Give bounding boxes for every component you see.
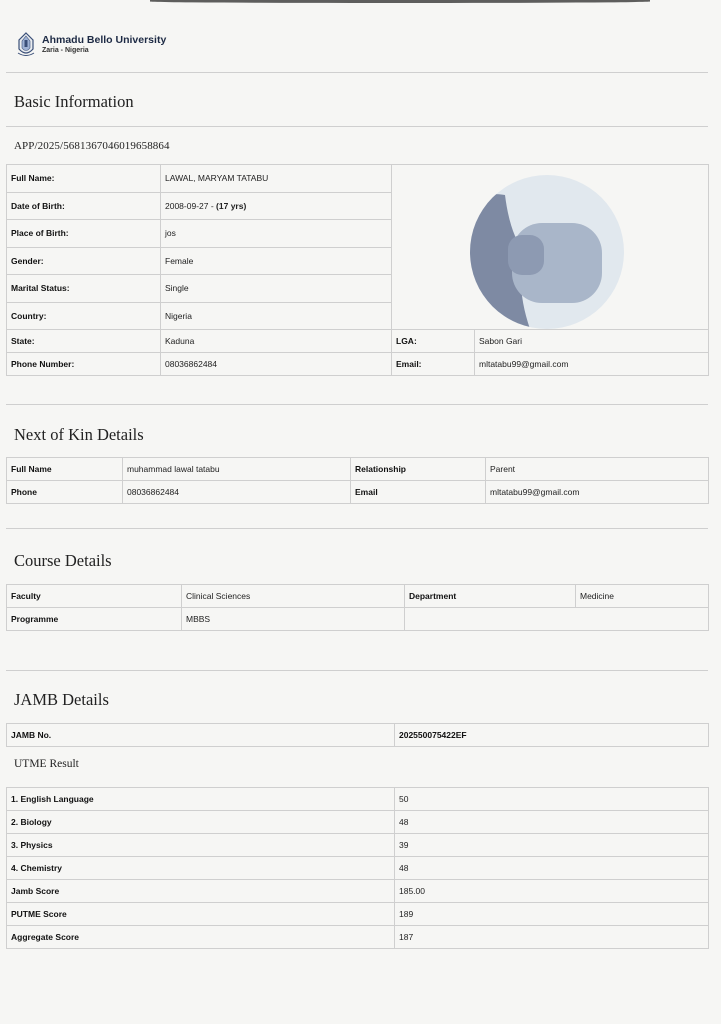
table-row bbox=[7, 788, 709, 811]
aggregate-score-label: Aggregate Score bbox=[7, 926, 395, 949]
divider bbox=[6, 670, 708, 671]
aggregate-score-value: 187 bbox=[395, 926, 709, 949]
subject-label: 1. English Language bbox=[7, 788, 395, 811]
gender-label: Gender: bbox=[7, 247, 161, 275]
table-row bbox=[7, 585, 709, 608]
country-value: Nigeria bbox=[161, 302, 392, 330]
marital-status-value: Single bbox=[161, 275, 392, 303]
table-row bbox=[7, 353, 709, 376]
basic-info-table bbox=[6, 164, 709, 376]
table-row bbox=[7, 724, 709, 747]
table-row bbox=[7, 330, 709, 353]
table-row bbox=[7, 834, 709, 857]
state-label: State: bbox=[7, 330, 161, 353]
lga-label: LGA: bbox=[392, 330, 475, 353]
course-heading: Course Details bbox=[14, 551, 112, 570]
table-row bbox=[7, 857, 709, 880]
country-label: Country: bbox=[7, 302, 161, 330]
kin-email-label: Email bbox=[351, 481, 486, 504]
kin-full-name-value: muhammad lawal tatabu bbox=[123, 458, 351, 481]
putme-score-label: PUTME Score bbox=[7, 903, 395, 926]
dob-label: Date of Birth: bbox=[7, 192, 161, 220]
lga-value: Sabon Gari bbox=[475, 330, 709, 353]
jamb-heading: JAMB Details bbox=[14, 690, 109, 709]
kin-email-value: mltatabu99@gmail.com bbox=[486, 481, 709, 504]
kin-full-name-label: Full Name bbox=[7, 458, 123, 481]
place-of-birth-label: Place of Birth: bbox=[7, 220, 161, 248]
putme-score-value: 189 bbox=[395, 903, 709, 926]
kin-relationship-label: Relationship bbox=[351, 458, 486, 481]
application-id: APP/2025/5681367046019658864 bbox=[14, 140, 170, 152]
jamb-score-label: Jamb Score bbox=[7, 880, 395, 903]
divider bbox=[6, 528, 708, 529]
state-value: Kaduna bbox=[161, 330, 392, 353]
subject-score: 48 bbox=[395, 857, 709, 880]
table-row bbox=[7, 458, 709, 481]
jamb-no-value: 202550075422EF bbox=[395, 724, 709, 747]
kin-phone-value: 08036862484 bbox=[123, 481, 351, 504]
jamb-number-table bbox=[6, 723, 709, 747]
subject-label: 4. Chemistry bbox=[7, 857, 395, 880]
table-row bbox=[7, 903, 709, 926]
table-row bbox=[7, 926, 709, 949]
kin-relationship-value: Parent bbox=[486, 458, 709, 481]
phone-value: 08036862484 bbox=[161, 353, 392, 376]
phone-label: Phone Number: bbox=[7, 353, 161, 376]
jamb-no-label: JAMB No. bbox=[7, 724, 395, 747]
email-value: mltatabu99@gmail.com bbox=[475, 353, 709, 376]
next-of-kin-heading: Next of Kin Details bbox=[14, 425, 144, 444]
faculty-value: Clinical Sciences bbox=[182, 585, 405, 608]
table-row bbox=[7, 481, 709, 504]
table-row bbox=[7, 165, 709, 193]
full-name-label: Full Name: bbox=[7, 165, 161, 193]
table-row bbox=[7, 811, 709, 834]
department-value: Medicine bbox=[576, 585, 709, 608]
divider bbox=[6, 404, 708, 405]
faculty-label: Faculty bbox=[7, 585, 182, 608]
empty-cell bbox=[405, 608, 709, 631]
subject-label: 2. Biology bbox=[7, 811, 395, 834]
scan-edge bbox=[150, 0, 650, 3]
subject-score: 48 bbox=[395, 811, 709, 834]
university-location: Zaria - Nigeria bbox=[42, 47, 89, 54]
jamb-score-value: 185.00 bbox=[395, 880, 709, 903]
place-of-birth-value: jos bbox=[161, 220, 392, 248]
programme-value: MBBS bbox=[182, 608, 405, 631]
department-label: Department bbox=[405, 585, 576, 608]
utme-results-table bbox=[6, 787, 709, 949]
programme-label: Programme bbox=[7, 608, 182, 631]
subject-score: 50 bbox=[395, 788, 709, 811]
dob-value: 2008-09-27 - (17 yrs) bbox=[161, 192, 392, 220]
marital-status-label: Marital Status: bbox=[7, 275, 161, 303]
subject-score: 39 bbox=[395, 834, 709, 857]
utme-heading: UTME Result bbox=[14, 758, 79, 770]
table-row bbox=[7, 608, 709, 631]
university-name: Ahmadu Bello University bbox=[42, 34, 167, 46]
table-row bbox=[7, 880, 709, 903]
next-of-kin-table bbox=[6, 457, 709, 504]
photo-cell bbox=[392, 165, 709, 330]
applicant-photo bbox=[470, 175, 624, 329]
full-name-value: LAWAL, MARYAM TATABU bbox=[161, 165, 392, 193]
gender-value: Female bbox=[161, 247, 392, 275]
university-crest-icon bbox=[16, 31, 36, 59]
email-label: Email: bbox=[392, 353, 475, 376]
university-header bbox=[16, 30, 166, 60]
basic-info-heading: Basic Information bbox=[14, 92, 134, 111]
divider bbox=[6, 72, 708, 73]
subject-label: 3. Physics bbox=[7, 834, 395, 857]
kin-phone-label: Phone bbox=[7, 481, 123, 504]
divider bbox=[6, 126, 708, 127]
course-table bbox=[6, 584, 709, 631]
